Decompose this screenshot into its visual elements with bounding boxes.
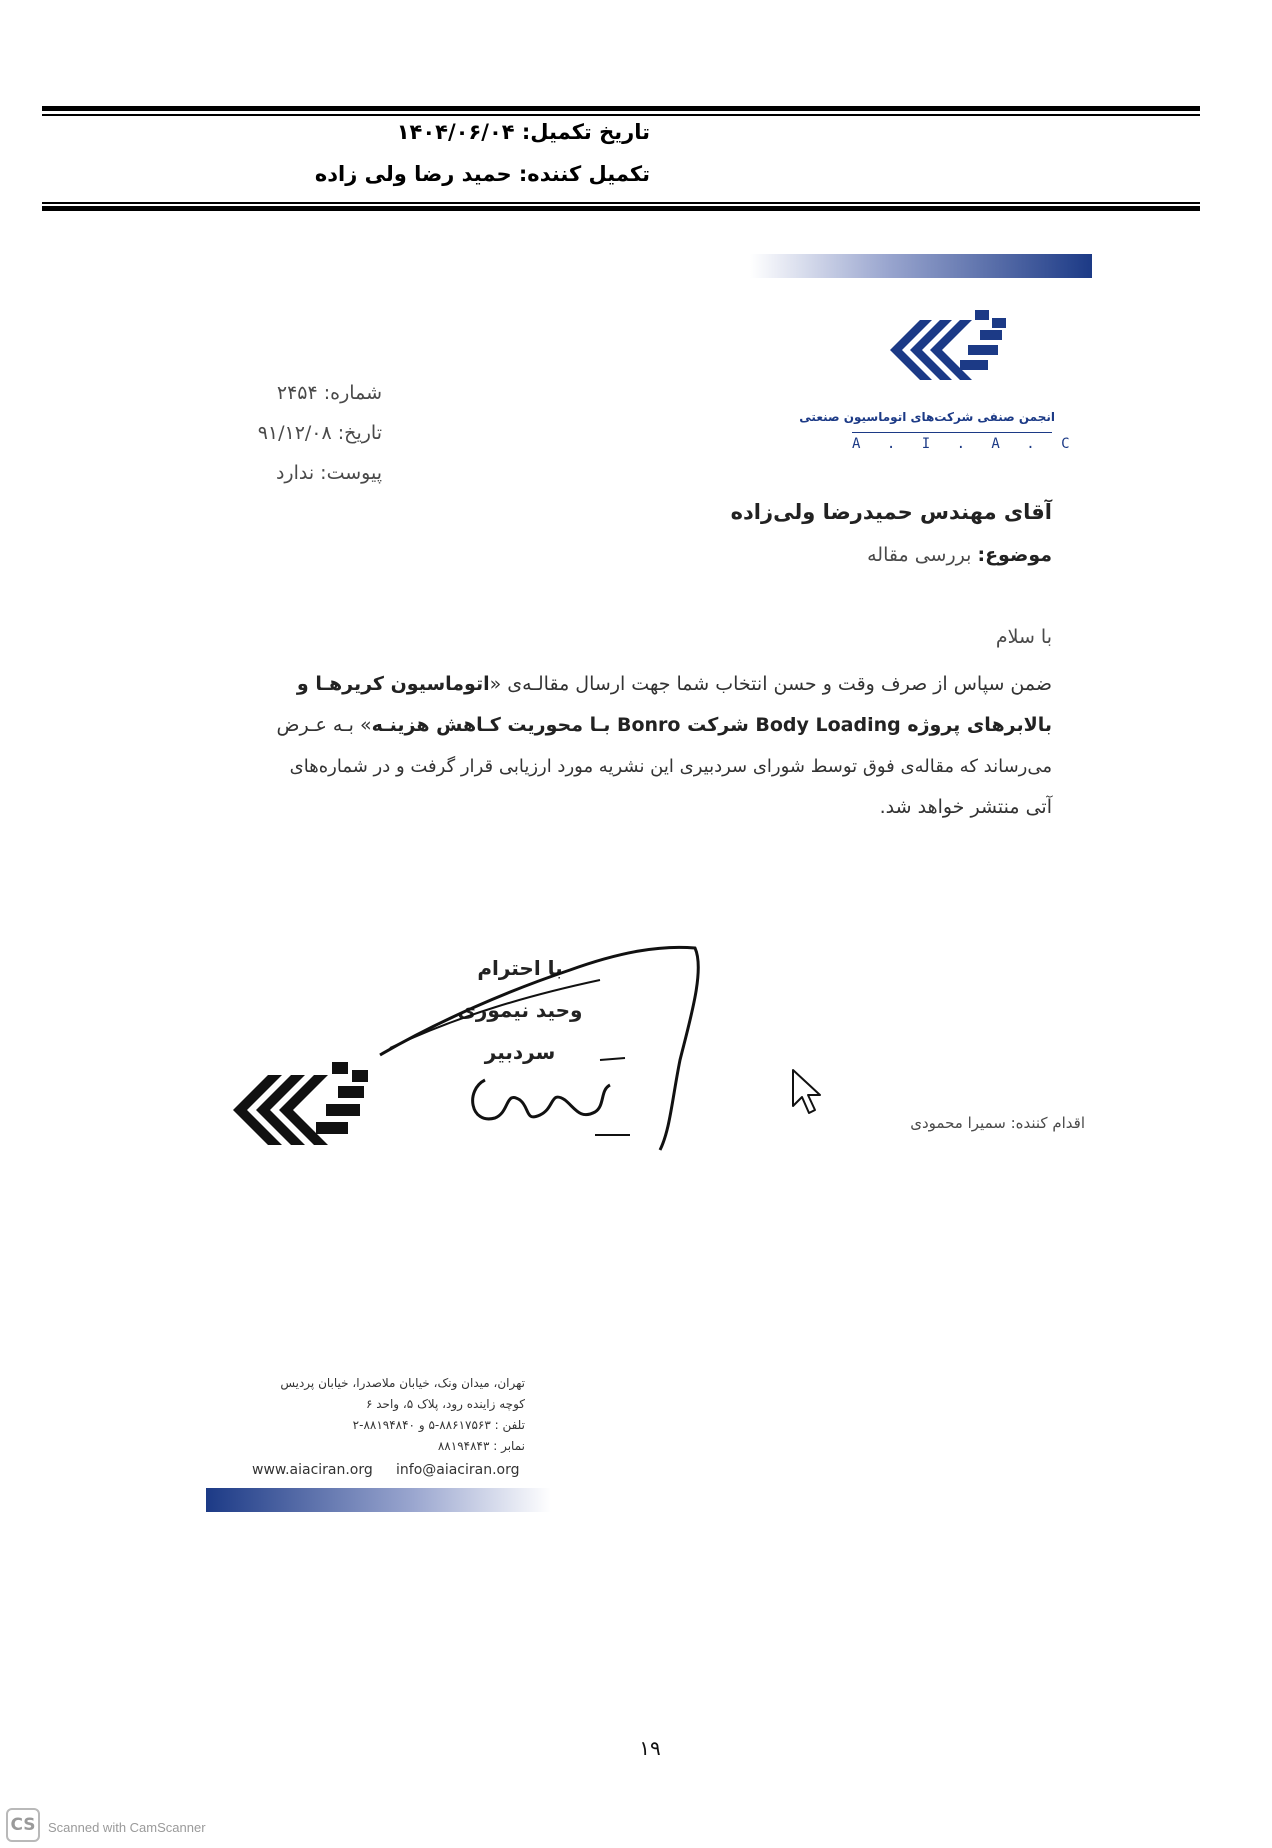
cursor-arrow-icon <box>790 1068 822 1116</box>
body-line-1 <box>222 664 1052 705</box>
body-line-4: آتی منتشر خواهد شد. <box>879 796 1052 818</box>
letter-date-value: ۹۱/۱۲/۰۸ <box>257 422 332 444</box>
recipient: آقای مهندس حمیدرضا ولی‌زاده <box>730 500 1052 524</box>
letterhead-gradient-bar <box>750 254 1092 278</box>
footer-address-1: تهران، میدان ونک، خیابان ملاصدرا، خیابان پردیس <box>280 1376 525 1390</box>
camscanner-logo <box>6 1808 40 1842</box>
body-line-2-a: بالابرهای پروژه Body Loading شرکت Bonro بـا محوریت کـاهش هزینـه <box>371 714 1052 736</box>
completed-by <box>50 162 650 186</box>
completion-date-label: تاریخ تکمیل: <box>521 120 650 144</box>
letter-date-label: تاریخ: <box>337 422 382 444</box>
body-line-1-a: ضمن سپاس از صرف وقت و حسن انتخاب شما جهت ارسال مقالـه‌ی « <box>489 673 1052 695</box>
handwritten-signature-drawing <box>360 940 720 1160</box>
subject <box>600 544 1052 566</box>
body-line-2-b: » بـه عـرض <box>276 714 372 736</box>
footer-phone: تلفن : ۸۸۶۱۷۵۶۳-۵ و ۸۸۱۹۴۸۴۰-۲ <box>352 1418 525 1432</box>
header-top-rule-thin <box>42 114 1200 116</box>
footer-email: info@aiaciran.org <box>396 1462 520 1478</box>
mouse-cursor <box>790 1068 822 1116</box>
completed-by-value: حمید رضا ولی زاده <box>314 162 512 186</box>
footer-website: www.aiaciran.org <box>252 1462 373 1478</box>
letter-number <box>200 382 382 404</box>
subject-label: موضوع: <box>977 544 1052 566</box>
header-top-rule-thick <box>42 106 1200 111</box>
body-line-3: می‌رساند که مقاله‌ی فوق توسط شورای سردبیری این نشریه مورد ارزیابی قرار گرفت و در شماره‌های <box>289 756 1052 777</box>
letter-date <box>200 422 382 444</box>
letterhead-org-name: انجمن صنفی شرکت‌های اتوماسیون صنعتی <box>799 410 1055 424</box>
letter-attachment-value: ندارد <box>275 462 315 484</box>
completion-date <box>50 120 650 144</box>
signature-closing: با احترام <box>477 956 563 980</box>
letter-body <box>222 664 1052 828</box>
completed-by-label: تکمیل کننده: <box>518 162 650 186</box>
letter-attachment <box>200 462 382 484</box>
letter-attachment-label: پیوست: <box>320 462 382 484</box>
aiac-logo <box>880 300 1030 400</box>
footer-address-2: کوچه زاینده رود، پلاک ۵، واحد ۶ <box>365 1397 525 1411</box>
handwritten-signature <box>360 940 720 1160</box>
letterhead-acronym-rule <box>852 432 1052 433</box>
letter-number-label: شماره: <box>323 382 382 404</box>
completion-date-value: ۱۴۰۴/۰۶/۰۴ <box>396 120 515 144</box>
action-by: اقدام کننده: سمیرا محمودی <box>910 1114 1085 1132</box>
greeting: با سلام <box>995 626 1052 648</box>
body-line-2 <box>222 705 1052 746</box>
aiac-logo-icon <box>880 300 1030 400</box>
footer-gradient-bar <box>206 1488 551 1512</box>
signature-name: وحید نیموری <box>457 998 583 1022</box>
signature-title: سردبیر <box>484 1040 556 1064</box>
camscanner-logo-text: CS <box>10 1815 36 1835</box>
camscanner-text: Scanned with CamScanner <box>48 1820 206 1835</box>
letterhead-acronym: A . I . A . C <box>852 436 1079 452</box>
header-bottom-rule-thin <box>42 202 1200 204</box>
header-bottom-rule-thick <box>42 206 1200 211</box>
page-number: ۱۹ <box>639 1736 661 1760</box>
footer-fax: نمابر : ۸۸۱۹۴۸۴۳ <box>437 1439 525 1453</box>
subject-value: بررسی مقاله <box>867 544 972 566</box>
body-line-1-b: اتوماسیون کریرهـا و <box>296 673 490 695</box>
letter-number-value: ۲۴۵۴ <box>276 382 318 404</box>
